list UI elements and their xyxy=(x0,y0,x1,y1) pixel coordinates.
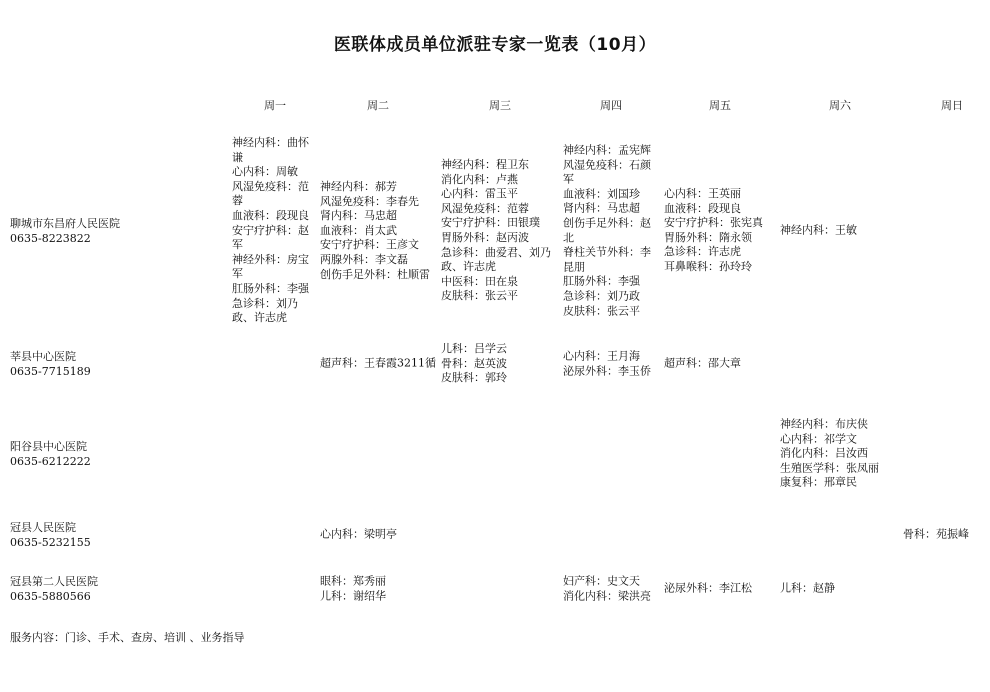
expert-entry: 血液科：刘国珍 xyxy=(563,187,640,201)
expert-entry: 风湿免疫科：范蓉 xyxy=(441,201,529,215)
expert-entry: 心内科：梁明亭 xyxy=(320,527,397,541)
expert-entry: 心内科：周敏 xyxy=(232,165,298,179)
expert-entry: 风湿免疫科：李春先 xyxy=(320,194,419,208)
expert-entry: 血液科：肖太武 xyxy=(320,223,397,237)
schedule-cell xyxy=(903,528,985,543)
hospital-name: 聊城市东昌府人民医院 xyxy=(10,217,120,230)
schedule-cell xyxy=(563,349,661,378)
schedule-cell xyxy=(232,136,318,326)
schedule-cell xyxy=(780,582,898,597)
expert-entry: 心内科：祁学文 xyxy=(780,432,857,446)
expert-entry: 神经内科：郝芳 xyxy=(320,179,397,193)
hospital-label xyxy=(10,349,91,379)
expert-entry: 心内科：雷玉平 xyxy=(441,187,518,201)
expert-entry: 肾内科：马忠超 xyxy=(320,209,397,223)
expert-entry: 急诊科：刘乃政、许志虎 xyxy=(232,296,298,325)
expert-entry: 急诊科：曲爱君、刘乃政、许志虎 xyxy=(441,245,551,274)
expert-entry: 胃肠外科：隋永领 xyxy=(664,231,752,244)
day-header-2: 周二 xyxy=(367,99,389,112)
expert-entry: 超声科：邵大章 xyxy=(664,356,741,370)
expert-entry: 中医科：田在泉 xyxy=(441,274,518,288)
expert-entry: 肛肠外科：李强 xyxy=(232,282,309,296)
expert-entry: 神经内科：布庆侠 xyxy=(780,417,868,431)
day-header-4: 周四 xyxy=(600,99,622,112)
schedule-cell xyxy=(320,528,440,543)
hospital-name: 冠县第二人民医院 xyxy=(10,575,98,588)
expert-entry: 超声科：王春霞3211循 xyxy=(320,356,436,370)
hospital-name: 冠县人民医院 xyxy=(10,521,76,534)
schedule-cell xyxy=(441,342,561,386)
expert-entry: 风湿免疫科：石颜军 xyxy=(563,158,651,186)
hospital-label xyxy=(10,520,91,550)
expert-entry: 儿科：赵静 xyxy=(780,581,835,595)
page-title: 医联体成员单位派驻专家一览表（10月） xyxy=(333,35,657,55)
hospital-phone: 0635-8223822 xyxy=(10,232,91,245)
expert-entry: 神经内科：孟宪辉 xyxy=(563,143,651,157)
schedule-cell xyxy=(563,574,661,603)
expert-entry: 儿科：谢绍华 xyxy=(320,589,386,602)
expert-entry: 创伤手足外科：赵北 xyxy=(563,216,651,244)
schedule-cell xyxy=(320,357,440,372)
expert-entry: 脊柱关节外科：李昆朋 xyxy=(563,245,651,274)
hospital-name: 莘县中心医院 xyxy=(10,350,76,363)
expert-entry: 神经外科：房宝军 xyxy=(232,252,309,281)
day-header-6: 周六 xyxy=(829,99,851,112)
expert-entry: 康复科：邢章民 xyxy=(780,475,857,489)
day-header-3: 周三 xyxy=(489,99,511,112)
expert-entry: 安宁疗护科：田银璞 xyxy=(441,216,540,230)
expert-entry: 安宁疗护科：赵军 xyxy=(232,223,309,252)
schedule-cell xyxy=(664,357,776,372)
expert-entry: 眼科：郑秀丽 xyxy=(320,574,386,588)
expert-entry: 血液科：段现良 xyxy=(664,201,741,215)
expert-entry: 皮肤科：张云平 xyxy=(563,303,640,317)
day-header-7: 周日 xyxy=(941,99,963,112)
hospital-label xyxy=(10,216,120,246)
schedule-cell xyxy=(780,224,898,239)
expert-entry: 风湿免疫科：范蓉 xyxy=(232,179,309,208)
schedule-cell xyxy=(320,574,440,603)
hospital-phone: 0635-6212222 xyxy=(10,455,91,468)
hospital-name: 阳谷县中心医院 xyxy=(10,440,87,453)
expert-entry: 儿科：吕学云 xyxy=(441,342,507,356)
expert-entry: 胃肠外科：赵丙波 xyxy=(441,231,529,244)
hospital-phone: 0635-7715189 xyxy=(10,365,91,378)
expert-entry: 消化内科：吕汝西 xyxy=(780,446,868,460)
expert-entry: 安宁疗护科：张宪真 xyxy=(664,216,763,230)
expert-entry: 急诊科：许志虎 xyxy=(664,245,741,259)
schedule-cell xyxy=(320,180,440,282)
expert-entry: 妇产科：史文天 xyxy=(563,574,640,588)
expert-entry: 泌尿外科：李玉侨 xyxy=(563,364,651,377)
expert-entry: 骨科：苑振峰 xyxy=(903,527,969,541)
expert-entry: 创伤手足外科：杜顺雷 xyxy=(320,267,430,281)
expert-entry: 消化内科：卢燕 xyxy=(441,172,518,186)
expert-entry: 泌尿外科：李江松 xyxy=(664,581,752,595)
expert-entry: 神经内科：程卫东 xyxy=(441,158,529,172)
day-header-5: 周五 xyxy=(709,99,731,112)
expert-entry: 骨科：赵英波 xyxy=(441,356,507,370)
expert-entry: 神经内科：王敏 xyxy=(780,223,857,237)
expert-entry: 肛肠外科：李强 xyxy=(563,274,640,288)
day-header-1: 周一 xyxy=(264,99,286,112)
expert-entry: 耳鼻喉科：孙玲玲 xyxy=(664,260,752,274)
expert-entry: 神经内科：曲怀谦 xyxy=(232,136,309,164)
hospital-label xyxy=(10,574,98,604)
hospital-phone: 0635-5880566 xyxy=(10,590,91,603)
schedule-cell xyxy=(664,582,776,597)
expert-entry: 生殖医学科：张凤丽 xyxy=(780,461,879,475)
hospital-label xyxy=(10,439,91,469)
expert-entry: 消化内科：梁洪亮 xyxy=(563,589,651,602)
expert-entry: 皮肤科：张云平 xyxy=(441,289,518,303)
expert-entry: 急诊科：刘乃政 xyxy=(563,289,640,303)
expert-entry: 皮肤科：郭玲 xyxy=(441,371,507,385)
schedule-cell xyxy=(664,187,776,275)
expert-entry: 心内科：王月海 xyxy=(563,349,640,363)
expert-entry: 血液科：段现良 xyxy=(232,209,309,223)
schedule-cell xyxy=(780,418,898,491)
schedule-cell xyxy=(563,143,661,318)
schedule-cell xyxy=(441,158,561,304)
expert-entry: 安宁疗护科：王彦文 xyxy=(320,238,419,252)
expert-entry: 肾内科：马忠超 xyxy=(563,201,640,215)
hospital-phone: 0635-5232155 xyxy=(10,536,91,549)
service-note: 服务内容：门诊、手术、查房、培训 、业务指导 xyxy=(10,631,245,644)
expert-entry: 心内科：王英丽 xyxy=(664,187,741,201)
expert-entry: 两腺外科：李文磊 xyxy=(320,252,408,266)
